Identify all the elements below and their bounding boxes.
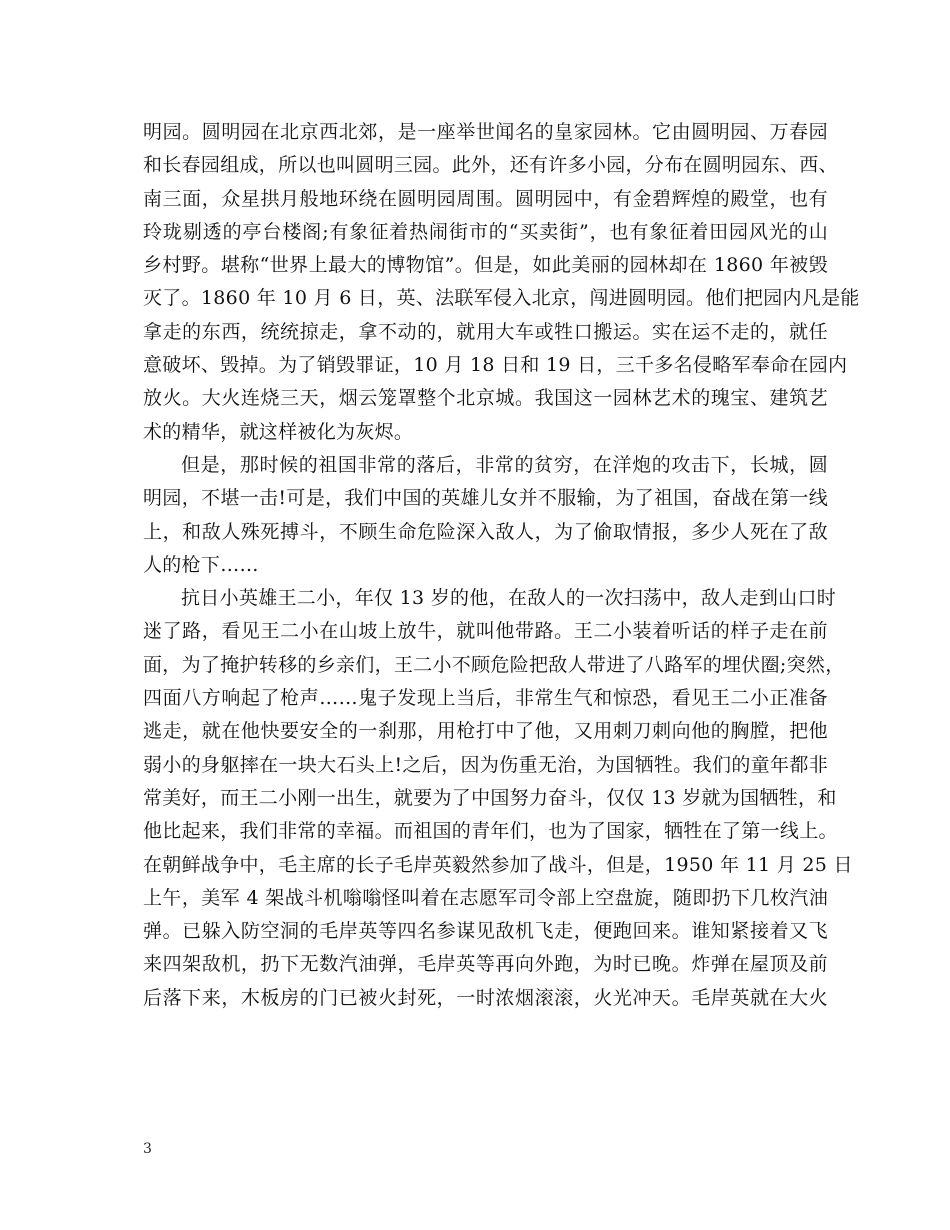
text-line: 乡村野。堪称“世界上最大的博物馆”。但是，如此美丽的园林却在 1860 年被毁 xyxy=(143,254,828,277)
text-line: 逃走，就在他快要安全的一刹那，用枪打中了他，又用刺刀刺向他的胸膛，把他 xyxy=(143,720,828,743)
text-line: 术的精华，就这样被化为灰烬。 xyxy=(143,420,414,443)
text-line: 在朝鲜战争中，毛主席的长子毛岸英毅然参加了战斗，但是，1950 年 11 月 25 日 xyxy=(143,853,853,876)
text-line: 但是，那时候的祖国非常的落后，非常的贫穷，在洋炮的攻击下，长城，圆 xyxy=(181,453,828,476)
text-line: 来四架敌机，扔下无数汽油弹，毛岸英等再向外跑，为时已晚。炸弹在屋顶及前 xyxy=(143,953,828,976)
page-number: 3 xyxy=(143,1141,152,1157)
text-line: 四面八方响起了枪声……鬼子发现上当后，非常生气和惊恐，看见王二小正准备 xyxy=(143,687,828,710)
text-line: 抗日小英雄王二小，年仅 13 岁的他，在敌人的一次扫荡中，敌人走到山口时 xyxy=(181,587,837,610)
text-line: 上，和敌人殊死搏斗，不顾生命危险深入敌人，为了偷取情报，多少人死在了敌 xyxy=(143,520,828,543)
text-line: 迷了路，看见王二小在山坡上放牛，就叫他带路。王二小装着听话的样子走在前 xyxy=(143,620,828,643)
text-line: 弱小的身躯摔在一块大石头上!之后，因为伤重无治，为国牺牲。我们的童年都非 xyxy=(143,753,828,776)
text-line: 灭了。1860 年 10 月 6 日，英、法联军侵入北京，闯进圆明园。他们把园内凡是能 xyxy=(143,287,860,310)
text-line: 意破坏、毁掉。为了销毁罪证，10 月 18 日和 19 日，三千多名侵略军奉命在园内 xyxy=(143,354,848,377)
text-line: 面，为了掩护转移的乡亲们，王二小不顾危险把敌人带进了八路军的埋伏圈;突然， xyxy=(143,653,845,676)
text-line: 人的枪下…… xyxy=(143,553,259,576)
text-line: 明园，不堪一击!可是，我们中国的英雄儿女并不服输，为了祖国，奋战在第一线 xyxy=(143,487,828,510)
text-line: 常美好，而王二小刚一出生，就要为了中国努力奋斗，仅仅 13 岁就为国牺牲，和 xyxy=(143,786,837,809)
text-line: 弹。已躲入防空洞的毛岸英等四名参谋见敌机飞走，便跑回来。谁知紧接着又飞 xyxy=(143,920,828,943)
text-line: 和长春园组成，所以也叫圆明三园。此外，还有许多小园，分布在圆明园东、西、 xyxy=(143,154,838,177)
text-line: 拿走的东西，统统掠走，拿不动的，就用大车或牲口搬运。实在运不走的，就任 xyxy=(143,320,828,343)
text-line: 上午，美军 4 架战斗机嗡嗡怪叫着在志愿军司令部上空盘旋，随即扔下几枚汽油 xyxy=(143,886,828,909)
text-line: 南三面，众星拱月般地环绕在圆明园周围。圆明园中，有金碧辉煌的殿堂，也有 xyxy=(143,187,828,210)
text-line: 玲珑剔透的亭台楼阁;有象征着热闹街市的“买卖街”，也有象征着田园风光的山 xyxy=(143,220,828,243)
text-line: 放火。大火连烧三天，烟云笼罩整个北京城。我国这一园林艺术的瑰宝、建筑艺 xyxy=(143,387,828,410)
text-line: 后落下来，木板房的门已被火封死，一时浓烟滚滚，火光冲天。毛岸英就在大火 xyxy=(143,986,828,1009)
text-line: 他比起来，我们非常的幸福。而祖国的青年们，也为了国家，牺牲在了第一线上。 xyxy=(143,820,838,843)
text-line: 明园。圆明园在北京西北郊，是一座举世闻名的皇家园林。它由圆明园、万春园 xyxy=(143,121,828,143)
body-text xyxy=(143,116,860,1015)
